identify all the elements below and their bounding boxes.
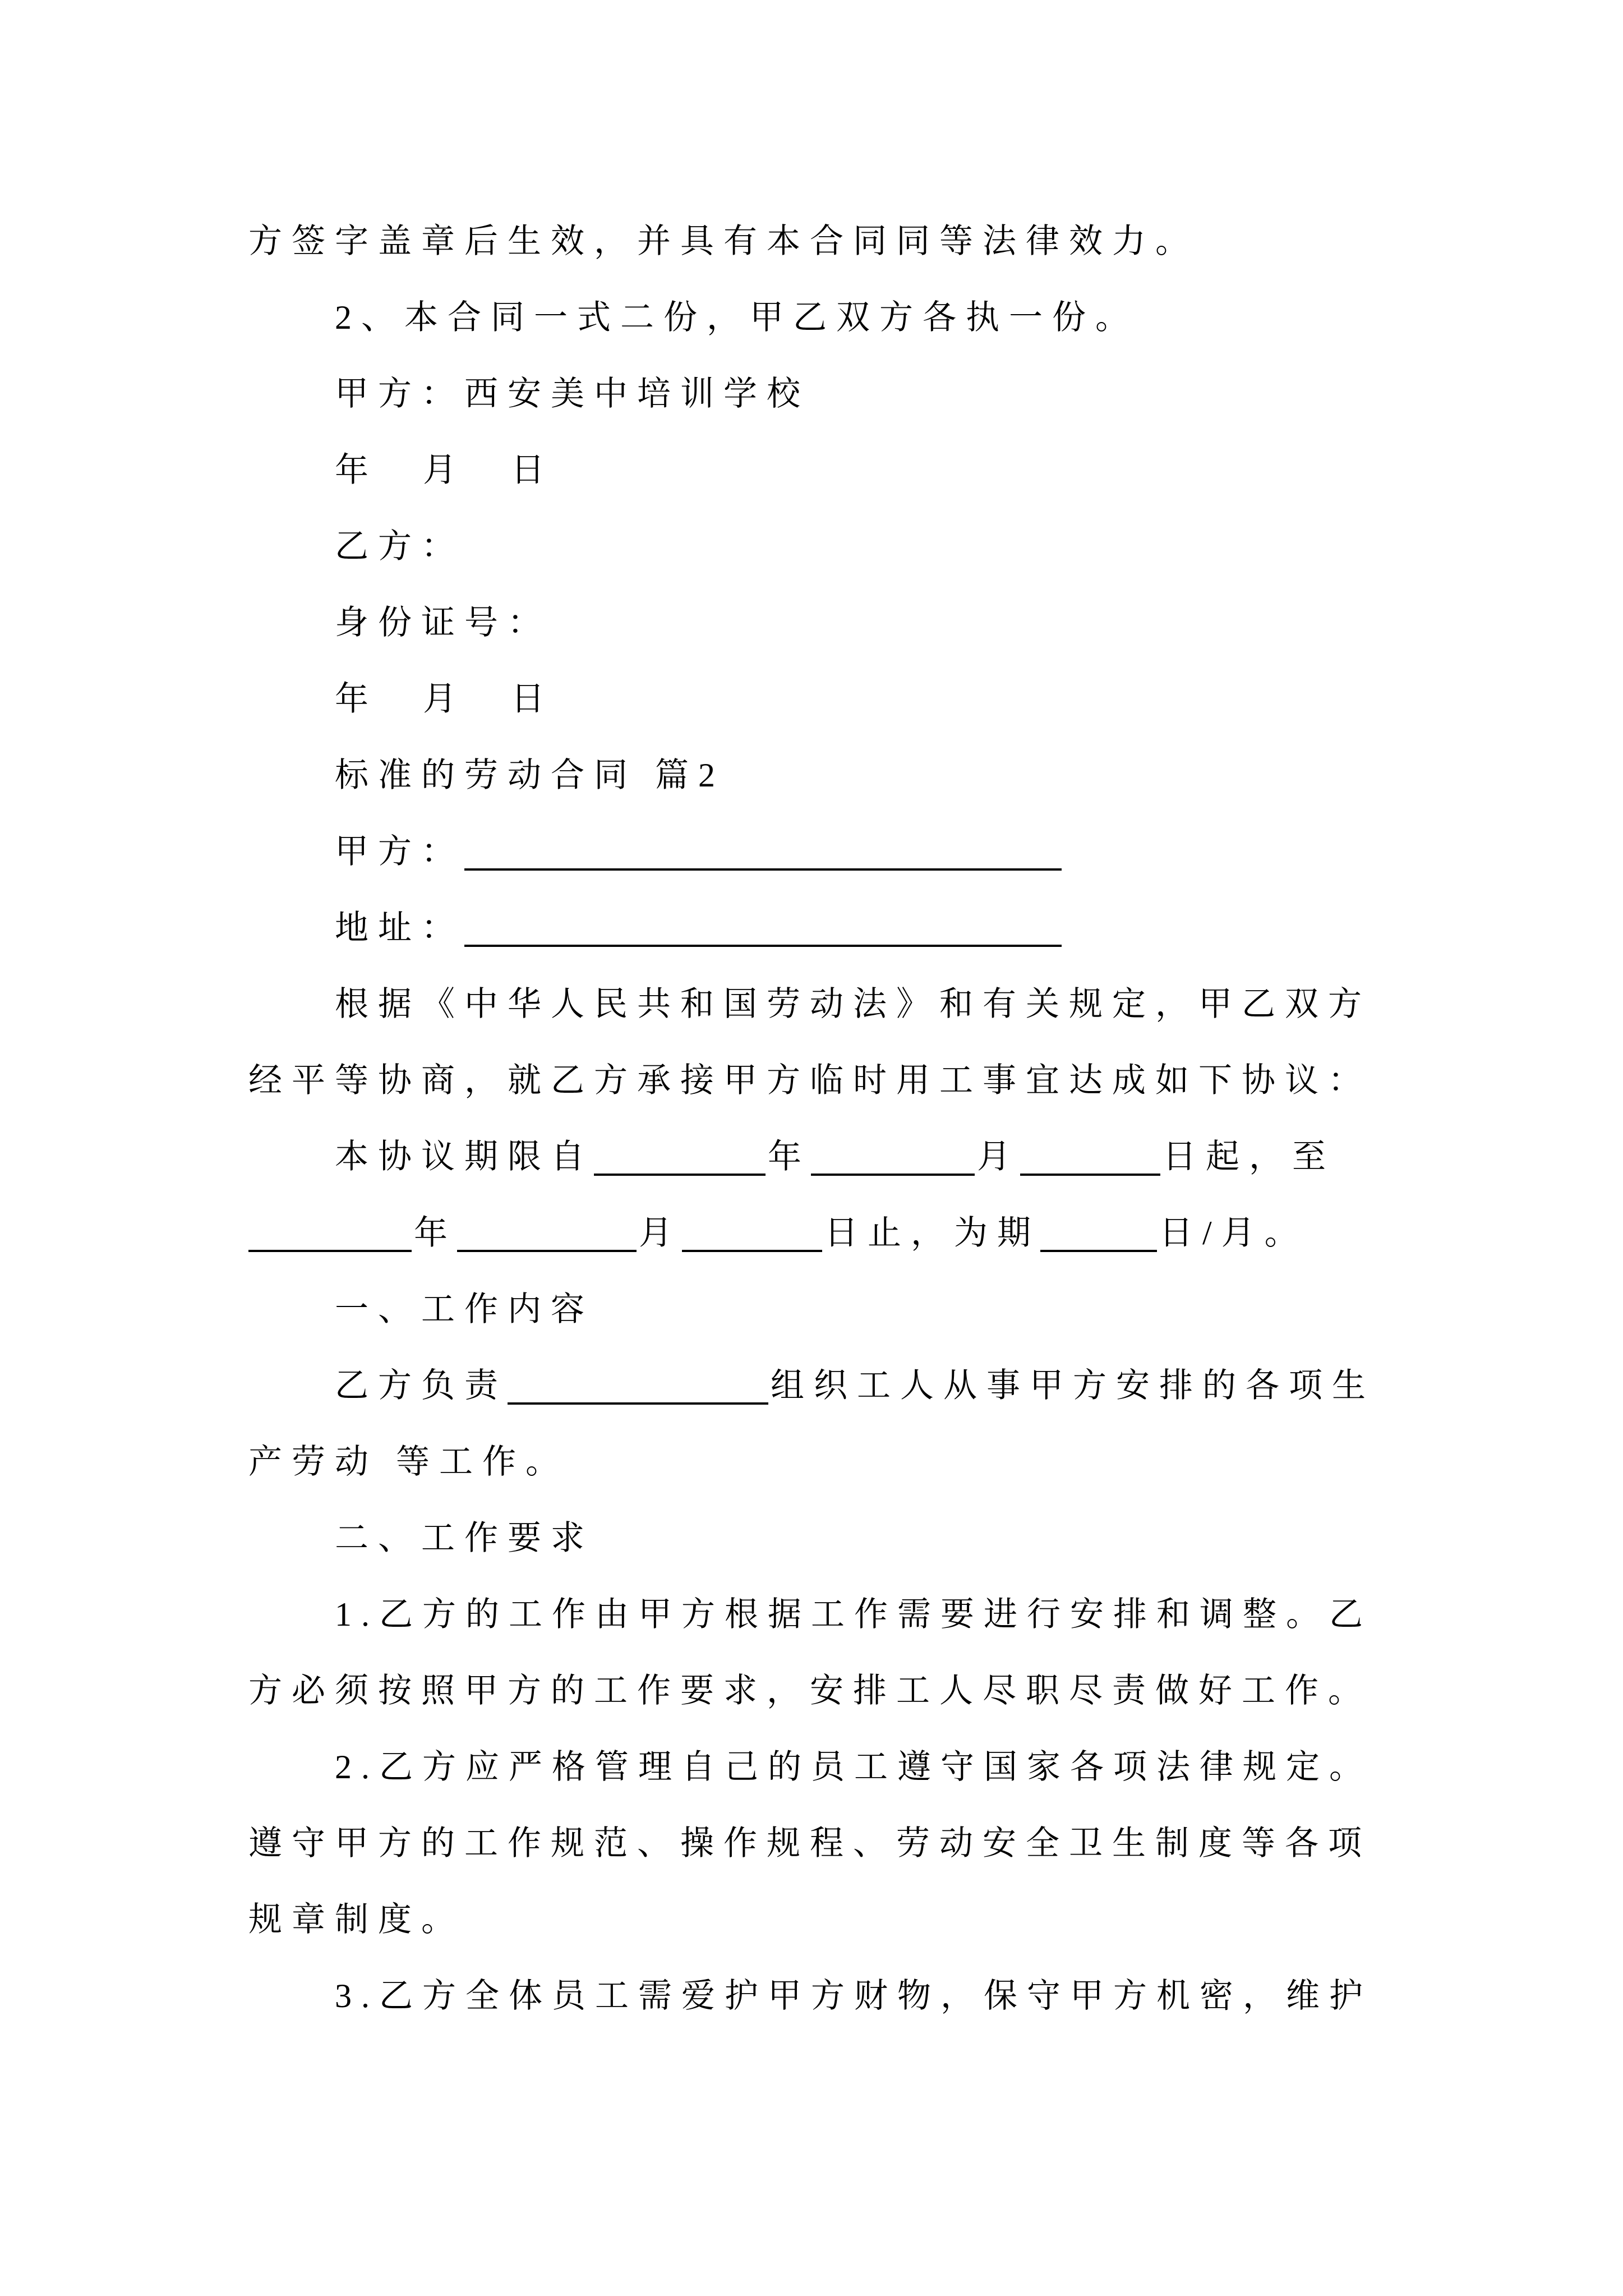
blank-underline — [1040, 1242, 1157, 1252]
line-text: 日/月。 — [1159, 1214, 1308, 1251]
line-text: 甲方：西安美中培训学校 — [335, 375, 810, 412]
line-text: 1.乙方的工作由甲方根据工作需要进行安排和调整。乙 — [335, 1596, 1372, 1633]
document-line — [248, 1424, 1432, 1500]
line-text: 地址： — [335, 909, 464, 946]
document-line — [248, 661, 1432, 737]
line-text: 规章制度。 — [248, 1901, 464, 1938]
document-line — [248, 1729, 1432, 1805]
document-line — [248, 1805, 1432, 1881]
document-line — [248, 279, 1432, 356]
blank-underline — [248, 1242, 412, 1252]
document-line — [248, 1500, 1432, 1576]
document-line — [248, 1958, 1432, 2034]
document-line — [248, 1881, 1432, 1958]
line-text: 日起，至 — [1163, 1138, 1335, 1175]
line-text: 经平等协商，就乙方承接甲方临时用工事宜达成如下协议： — [248, 1062, 1371, 1099]
line-text: 遵守甲方的工作规范、操作规程、劳动安全卫生制度等各项 — [248, 1825, 1371, 1862]
document-line — [248, 1042, 1432, 1119]
blank-underline — [508, 1395, 768, 1405]
document-line — [248, 813, 1432, 890]
line-text: 月 — [639, 1214, 682, 1251]
line-text: 本协议期限自 — [335, 1138, 594, 1175]
document-text-block — [248, 203, 1432, 2034]
line-text: 甲方： — [335, 833, 464, 870]
line-text: 年 月 日 — [335, 452, 554, 489]
line-text: 身份证号： — [335, 604, 551, 641]
line-text: 乙方负责 — [335, 1367, 508, 1404]
line-text: 3.乙方全体员工需爱护甲方财物，保守甲方机密，维护 — [335, 1977, 1372, 2014]
document-line — [248, 203, 1432, 279]
line-text: 2、本合同一式二份，甲乙双方各执一份。 — [335, 299, 1138, 336]
line-text: 标准的劳动合同 篇2 — [335, 757, 725, 794]
line-text: 方必须按照甲方的工作要求，安排工人尽职尽责做好工作。 — [248, 1672, 1371, 1709]
line-text: 产劳动 等工作。 — [248, 1443, 569, 1480]
document-line — [248, 432, 1432, 508]
blank-underline — [682, 1242, 822, 1252]
line-text: 根据《中华人民共和国劳动法》和有关规定，甲乙双方 — [335, 986, 1371, 1023]
line-text: 一、工作内容 — [335, 1291, 594, 1328]
document-line — [248, 1653, 1432, 1729]
line-text: 二、工作要求 — [335, 1520, 594, 1557]
document-line — [248, 1576, 1432, 1653]
line-text: 年 — [414, 1214, 457, 1251]
document-line — [248, 890, 1432, 966]
line-text: 乙方： — [335, 528, 464, 565]
document-line — [248, 508, 1432, 585]
blank-underline — [457, 1242, 637, 1252]
line-text: 2.乙方应严格管理自己的员工遵守国家各项法律规定。 — [335, 1749, 1372, 1786]
document-line — [248, 356, 1432, 432]
document-line — [248, 737, 1432, 813]
blank-underline — [1020, 1166, 1160, 1176]
blank-underline — [464, 937, 1062, 947]
document-line — [248, 1347, 1432, 1424]
document-line — [248, 966, 1432, 1042]
line-text: 日止，为期 — [824, 1214, 1040, 1251]
line-text: 年 — [768, 1138, 811, 1175]
blank-underline — [464, 861, 1062, 871]
line-text: 组织工人从事甲方安排的各项生 — [771, 1367, 1375, 1404]
document-line — [248, 585, 1432, 661]
document-line — [248, 1195, 1432, 1271]
line-text: 方签字盖章后生效，并具有本合同同等法律效力。 — [248, 223, 1198, 260]
blank-underline — [594, 1166, 766, 1176]
line-text: 月 — [977, 1138, 1020, 1175]
document-line — [248, 1119, 1432, 1195]
blank-underline — [811, 1166, 975, 1176]
document-line — [248, 1271, 1432, 1347]
line-text: 年 月 日 — [335, 680, 554, 717]
